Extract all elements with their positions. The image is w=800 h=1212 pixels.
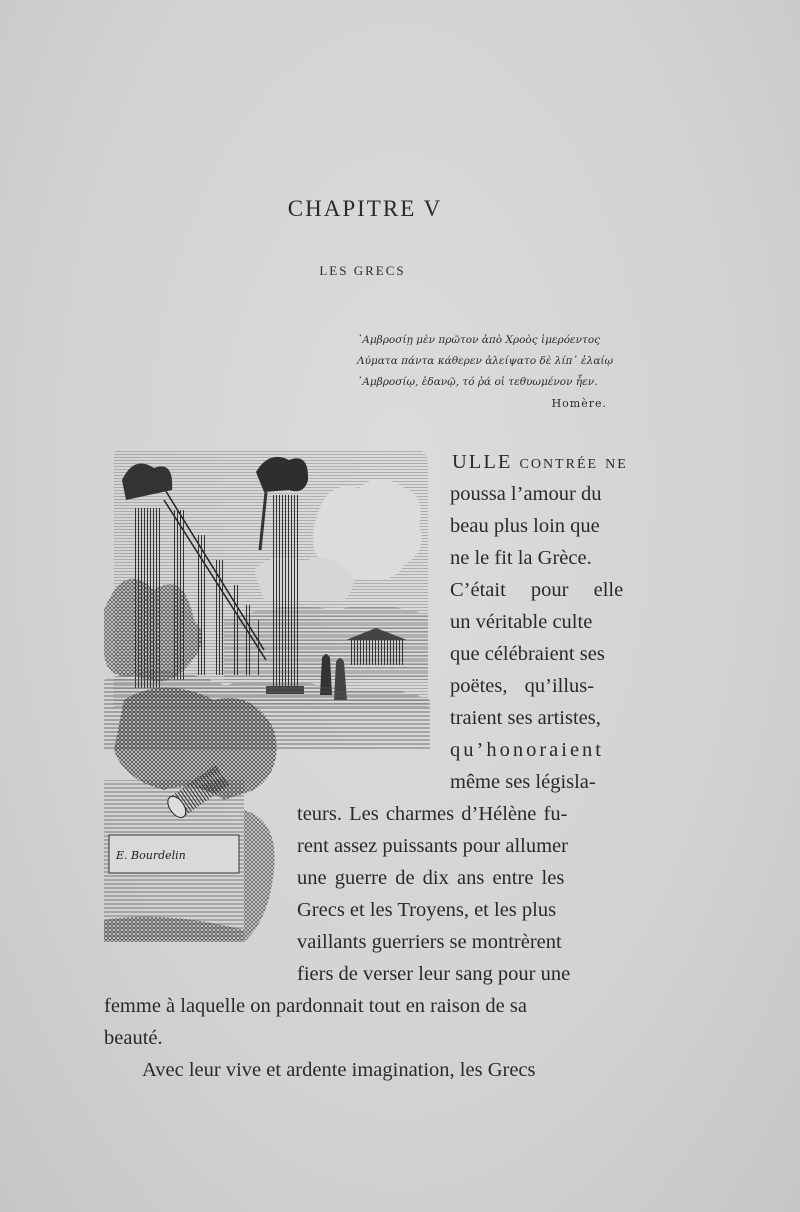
epigraph-line: Λύματα πάντα κάθερεν ἀλείψατο δὲ λίπ᾿ ἐλαίῳ xyxy=(357,355,614,367)
body-line: femme à laquelle on pardonnait tout en raison de sa xyxy=(104,995,527,1017)
section-title: LES GRECS xyxy=(319,263,406,278)
body-line: traient ses artistes, xyxy=(450,707,601,729)
body-line: poëtes, qu’illus- xyxy=(450,675,595,697)
body-line: même ses législa- xyxy=(450,771,596,793)
epigraph-attribution: Homère. xyxy=(551,397,607,410)
engraver-signature: E. Bourdelin xyxy=(116,849,186,862)
body-line: beau plus loin que xyxy=(450,515,600,537)
body-line: un véritable culte xyxy=(450,611,593,633)
body-line: Avec leur vive et ardente imagination, les Grecs xyxy=(142,1059,536,1081)
epigraph xyxy=(357,330,647,414)
body-line: ULLE contrée ne xyxy=(452,451,628,473)
body-line: C’était pour elle xyxy=(450,579,624,601)
epigraph-line: ᾿Αμβροσίῃ μὲν πρῶτον ἀπὸ Χροὸς ἱμερόεντος xyxy=(357,334,601,346)
body-line: que célébraient ses xyxy=(450,643,605,665)
body-line: teurs. Les charmes d’Hélène fu- xyxy=(297,803,568,825)
chapter-title: CHAPITRE V xyxy=(287,196,443,221)
body-line: une guerre de dix ans entre les xyxy=(297,867,565,889)
body-line: ne le fit la Grèce. xyxy=(450,547,592,569)
epigraph-line: ᾿Αμβροσίῳ, ἑδανῷ, τό ῥά οἱ τεθυωμένον ἦεν. xyxy=(357,376,598,388)
body-line: beauté. xyxy=(104,1027,163,1049)
body-line: fiers de verser leur sang pour une xyxy=(297,963,571,985)
body-line: poussa l’amour du xyxy=(450,483,602,505)
body-line: Grecs et les Troyens, et les plus xyxy=(297,899,557,921)
body-line: rent assez puissants pour allumer xyxy=(297,835,568,857)
body-line: qu’honoraient xyxy=(450,739,604,761)
body-line: vaillants guerriers se montrèrent xyxy=(297,931,562,953)
